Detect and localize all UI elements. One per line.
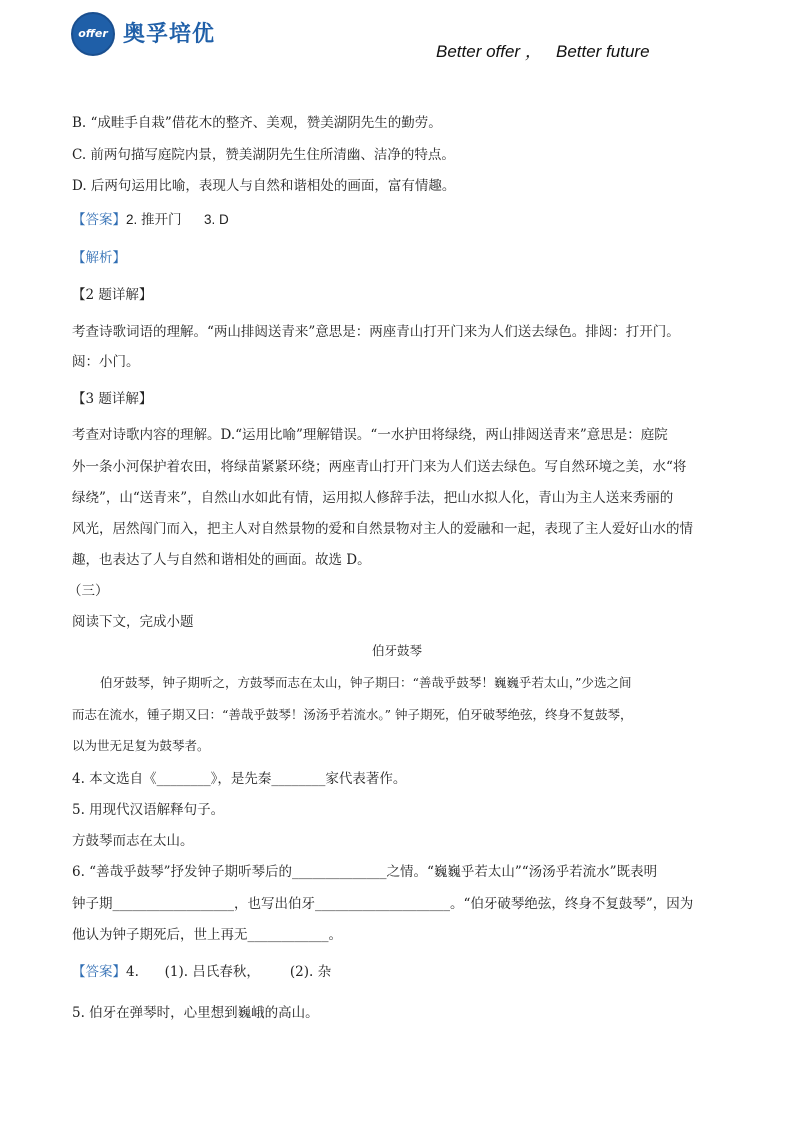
section-instruction: 阅读下文，完成小题 <box>72 614 194 630</box>
section-label: （三） <box>68 583 109 599</box>
q3-line: 外一条小河保护着农田，将绿苗紧紧环绕；两座青山打开门来为人们送去绿色。写自然环境之美，水“将 <box>72 459 687 475</box>
analysis-tag: 【解析】 <box>72 250 126 266</box>
answer-line-1 <box>72 208 229 228</box>
slogan: Better offer ， Better future <box>436 42 650 61</box>
passage-line: 以为世无足复为鼓琴者。 <box>72 738 210 753</box>
passage-title: 伯牙鼓琴 <box>371 643 422 658</box>
question-5: 5. 用现代汉语解释句子。 <box>72 802 225 818</box>
q3-line: 绿绕”，山“送青来”，自然山水如此有情，运用拟人修辞手法，把山水拟人化，青山为主人送来秀丽的 <box>72 490 674 506</box>
q3-line: 趣，也表达了人与自然和谐相处的画面。故选 D。 <box>72 552 371 568</box>
question-6-line: 6. “善哉乎鼓琴”抒发钟子期听琴后的______________之情。“巍巍乎若太山”“汤汤乎若流水”既表明 <box>72 864 658 880</box>
answer-text: 4. (1). 吕氏春秋， (2). 杂 <box>126 964 332 980</box>
question-6-line: 钟子期__________________，也写出伯牙____________________。“伯牙破琴绝弦，终身不复鼓琴”，因为 <box>72 896 694 912</box>
q3-heading: 【3 题详解】 <box>72 391 153 407</box>
q2-line: 闼：小门。 <box>72 354 140 370</box>
q2-heading: 【2 题详解】 <box>72 287 153 303</box>
answer-tag: 【答案】 <box>72 212 126 228</box>
logo-icon <box>71 12 115 56</box>
q3-line: 风光，居然闯门而入，把主人对自然景物的爱和自然景物对主人的爱融和一起，表现了主人爱好山水的情 <box>72 521 693 537</box>
passage-line: 而志在流水，锺子期又曰：“善哉乎鼓琴！汤汤乎若流水。” 钟子期死，伯牙破琴绝弦，终身不复鼓琴， <box>72 707 633 722</box>
question-6-line: 他认为钟子期死后，世上再无____________。 <box>72 927 342 943</box>
answer-line-2 <box>72 960 331 980</box>
option-d: D. 后两句运用比喻，表现人与自然和谐相处的画面，富有情趣。 <box>72 178 456 194</box>
option-c: C. 前两句描写庭院内景，赞美湖阴先生住所清幽、洁净的特点。 <box>72 147 455 163</box>
question-5-sentence: 方鼓琴而志在太山。 <box>72 833 194 849</box>
passage-line: 伯牙鼓琴，钟子期听之，方鼓琴而志在太山，钟子期曰：“善哉乎鼓琴！巍巍乎若太山，”少选之间 <box>100 675 632 690</box>
answer-text: 2. 推开门 3. D <box>126 212 229 227</box>
logo-circle-text: offer <box>78 27 108 40</box>
option-b: B. “成畦手自栽”借花木的整齐、美观，赞美湖阴先生的勤劳。 <box>72 115 442 131</box>
q2-line: 考查诗歌词语的理解。“两山排闼送青来”意思是：两座青山打开门来为人们送去绿色。排闼：打开门。 <box>72 324 680 340</box>
answer-5: 5. 伯牙在弹琴时，心里想到巍峨的高山。 <box>72 1005 319 1021</box>
question-4: 4. 本文选自《________》，是先秦________家代表著作。 <box>72 771 407 787</box>
logo-text: 奥孚培优 <box>123 22 216 47</box>
page-header <box>0 0 794 70</box>
q3-line: 考查对诗歌内容的理解。D.“运用比喻”理解错误。“一水护田将绿绕，两山排闼送青来”意思是：庭院 <box>72 427 668 443</box>
answer-tag: 【答案】 <box>72 964 126 980</box>
